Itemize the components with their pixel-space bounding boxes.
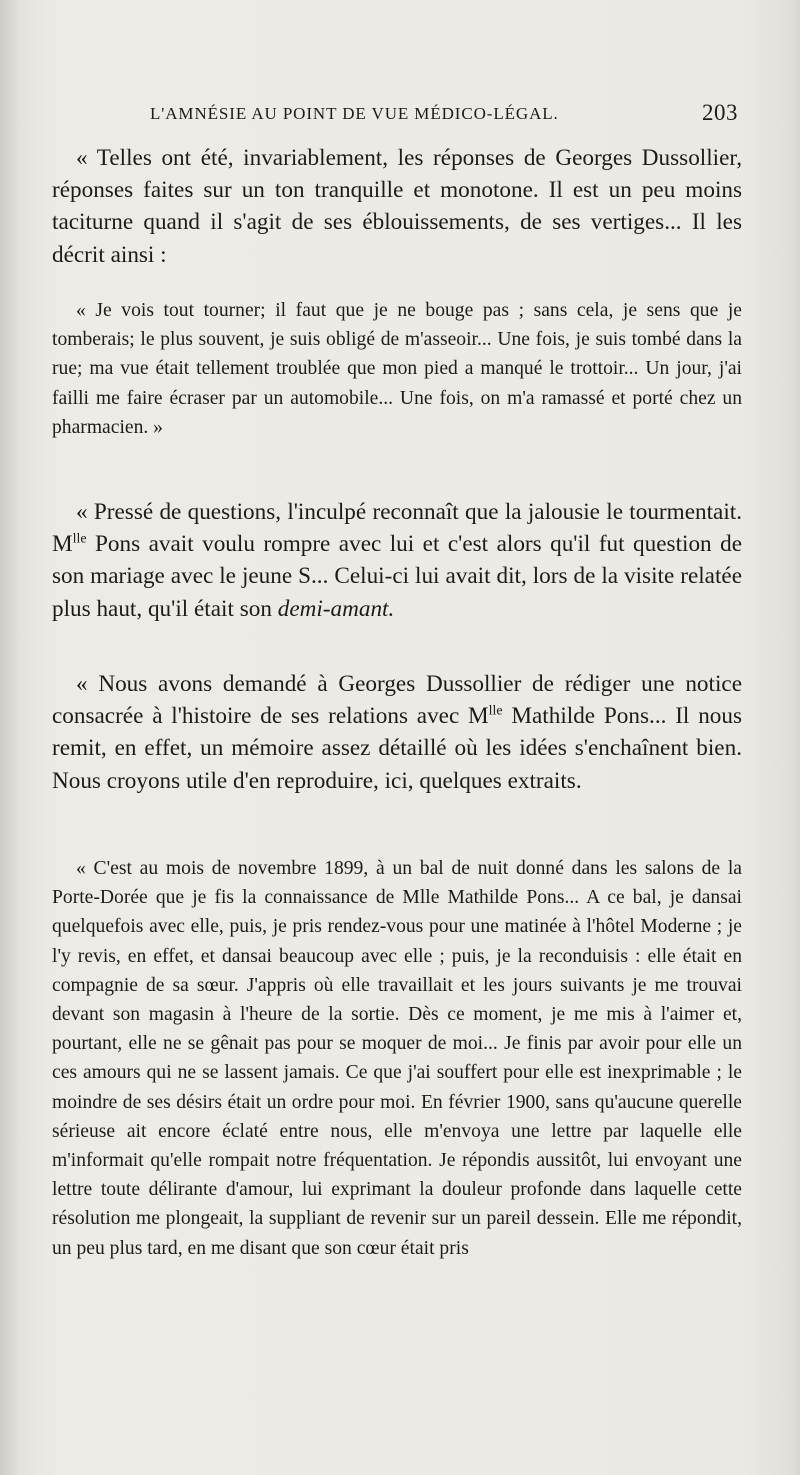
paragraph-3-emphasis: demi-amant. [277,595,395,622]
paragraph-1-block [52,142,742,271]
paragraph-4-block [52,668,742,797]
memoir-extract-paragraph: « C'est au mois de novembre 1899, à un bal de nuit donné dans les salons de la Porte-Dorée que je fis la connaissance de Mlle Mathilde Pons... A ce bal, je dansai quelquefois avec elle, puis, je pris rendez-vous pour une matinée à l'hôtel Moderne ; je l'y revis, en effet, et dansai beaucoup avec elle ; puis, je la reconduisis : elle était en compagnie de sa sœur. J'appris où elle travaillait et les jours suivants je me trouvai devant son magasin à l'heure de la sortie. Dès ce moment, je me mis à l'aimer et, pourtant, elle ne se gênait pas pour se moquer de moi... Je finis par avoir pour elle un ces amours qui ne se lassent jamais. Ce que j'ai souffert pour elle est inexprimable ; le moindre de ses désirs était un ordre pour moi. En février 1900, sans qu'aucune querelle sérieuse ait encore éclaté entre nous, elle m'envoya une lettre par laquelle elle m'informait qu'elle rompait notre fréquentation. Je répondis aussitôt, lui envoyant une lettre toute délirante d'amour, lui exprimant la douleur profonde dans laquelle cette résolution me plongeait, la suppliant de revenir sur un pareil dessein. Elle me répondit, un peu plus tard, en me disant que son cœur était pris [52,858,742,1259]
paragraph-4-superscript: lle [488,703,503,719]
paragraph-4-text-b: Mathilde Pons... Il nous remit, en effet, un mémoire assez détaillé où les idées s'enchaînent bien. Nous croyons utile d'en reproduire, ici, quelques extraits. [52,703,742,794]
paragraph-3-superscript: lle [72,531,87,547]
quotation-block [52,296,742,442]
paragraph-3 [52,496,742,625]
quotation-paragraph: « Je vois tout tourner; il faut que je ne bouge pas ; sans cela, je sens que je tomberais; le plus souvent, je suis obligé de m'asseoir... Une fois, je suis tombé dans la rue; ma vue était tellement troublée que mon pied a manqué le trottoir... Un jour, j'ai failli me faire écraser par un automobile... Une fois, on m'a ramassé et porté chez un pharmacien. » [52,300,742,438]
paragraph-4 [52,668,742,797]
paragraph-1: « Telles ont été, invariablement, les réponses de Georges Dussollier, réponses faites sur un ton tranquille et monotone. Il est un peu moins taciturne quand il s'agit de ses éblouissements, de ses vertiges... Il les décrit ainsi : [52,145,742,268]
paragraph-3-text-b: Pons avait voulu rompre avec lui et c'est alors qu'il fut question de son mariage avec le jeune S... Celui-ci lui avait dit, lors de la visite relatée plus haut, qu'il était son [52,531,742,622]
paragraph-3-text-a: « Pressé de questions, l'inculpé reconnaît que la jalousie le tourmentait. M [52,499,742,558]
paragraph-3-block [52,496,742,625]
running-header [150,98,740,132]
paragraph-4-text-a: « Nous avons demandé à Georges Dussollier de rédiger une notice consacrée à l'histoire de ses relations avec M [52,671,742,730]
page-number: 203 [702,100,738,125]
running-title: L'AMNÉSIE AU POINT DE VUE MÉDICO-LÉGAL. [150,104,559,123]
memoir-extract-block [52,854,742,1263]
